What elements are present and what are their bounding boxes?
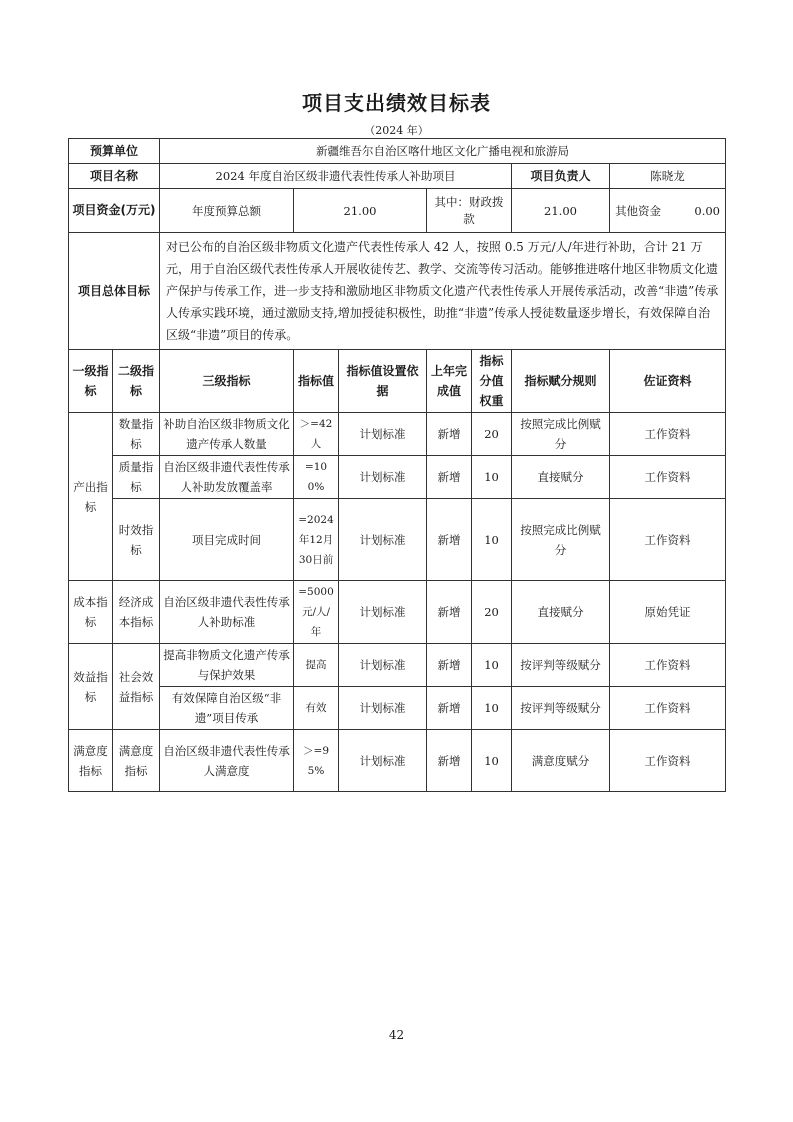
goal-row	[69, 233, 726, 350]
last-year-cell: 新增	[427, 687, 472, 730]
other-funds-cell	[610, 189, 726, 233]
table-row	[69, 499, 726, 581]
evidence-cell: 工作资料	[610, 644, 726, 687]
fiscal-label: 其中：财政拨款	[427, 189, 512, 233]
rule-cell: 按照完成比例赋分	[512, 413, 610, 456]
total-budget-label: 年度预算总额	[160, 189, 294, 233]
basis-cell: 计划标准	[339, 687, 427, 730]
evidence-cell: 工作资料	[610, 730, 726, 792]
goal-text: 对已公布的自治区级非物质文化遗产代表性传承人 42 人，按照 0.5 万元/人/年进行补助，合计 21 万元，用于自治区级代表性传承人开展收徒传艺、教学、交流等传习活动。能够推进喀什地区非物质文化遗产保护与传承工作，进一步支持和激励地区非物质文化遗产代表性传承人开展传承活动，改善“非遗”传承人传承实践环境，通过激励支持,增加授徒积极性，助推“非遗”传承人授徒数量逐步增长，有效保障自治区级“非遗”项目的传承。	[160, 233, 726, 350]
level3-cell: 自治区级非遗代表性传承人满意度	[160, 730, 294, 792]
unit-row	[69, 139, 726, 164]
weight-cell: 10	[472, 499, 512, 581]
value-cell: 提高	[294, 644, 339, 687]
rule-cell: 直接赋分	[512, 581, 610, 644]
last-year-cell: 新增	[427, 413, 472, 456]
level2-cell: 满意度指标	[113, 730, 160, 792]
table-row	[69, 581, 726, 644]
level3-cell: 自治区级非遗代表性传承人补助标准	[160, 581, 294, 644]
level3-cell: 自治区级非遗代表性传承人补助发放覆盖率	[160, 456, 294, 499]
evidence-cell: 工作资料	[610, 413, 726, 456]
funds-row	[69, 189, 726, 233]
basis-cell: 计划标准	[339, 730, 427, 792]
last-year-cell: 新增	[427, 581, 472, 644]
evidence-cell: 工作资料	[610, 687, 726, 730]
rule-cell: 满意度赋分	[512, 730, 610, 792]
goal-label: 项目总体目标	[69, 233, 160, 350]
value-cell: =2024年12月30日前	[294, 499, 339, 581]
col-evidence: 佐证资料	[610, 350, 726, 413]
rule-cell: 直接赋分	[512, 456, 610, 499]
other-funds-value: 0.00	[694, 203, 720, 218]
unit-label: 预算单位	[69, 139, 160, 164]
col-value: 指标值	[294, 350, 339, 413]
col-level3: 三级指标	[160, 350, 294, 413]
level3-cell: 补助自治区级非物质文化遗产传承人数量	[160, 413, 294, 456]
table-row	[69, 456, 726, 499]
level3-cell: 有效保障自治区级“非遗”项目传承	[160, 687, 294, 730]
level1-cell: 成本指标	[69, 581, 113, 644]
basis-cell: 计划标准	[339, 581, 427, 644]
project-name-value: 2024 年度自治区级非遗代表性传承人补助项目	[160, 164, 512, 189]
level2-cell: 社会效益指标	[113, 644, 160, 730]
col-weight: 指标分值权重	[472, 350, 512, 413]
col-last-year: 上年完成值	[427, 350, 472, 413]
project-name-label: 项目名称	[69, 164, 160, 189]
last-year-cell: 新增	[427, 456, 472, 499]
table-row	[69, 687, 726, 730]
weight-cell: 20	[472, 413, 512, 456]
value-cell: ＞=95%	[294, 730, 339, 792]
project-name-row	[69, 164, 726, 189]
basis-cell: 计划标准	[339, 499, 427, 581]
page-title: 项目支出绩效目标表	[302, 91, 491, 115]
basis-cell: 计划标准	[339, 644, 427, 687]
level1-cell: 效益指标	[69, 644, 113, 730]
funds-label: 项目资金(万元)	[69, 189, 160, 233]
performance-table	[68, 138, 726, 792]
total-budget-value: 21.00	[294, 189, 427, 233]
weight-cell: 10	[472, 730, 512, 792]
last-year-cell: 新增	[427, 644, 472, 687]
value-cell: =100%	[294, 456, 339, 499]
basis-cell: 计划标准	[339, 456, 427, 499]
level2-cell: 数量指标	[113, 413, 160, 456]
level2-cell: 质量指标	[113, 456, 160, 499]
basis-cell: 计划标准	[339, 413, 427, 456]
level2-cell: 时效指标	[113, 499, 160, 581]
col-level1: 一级指标	[69, 350, 113, 413]
evidence-cell: 原始凭证	[610, 581, 726, 644]
col-basis: 指标值设置依据	[339, 350, 427, 413]
manager-label: 项目负责人	[512, 164, 610, 189]
level1-cell: 满意度指标	[69, 730, 113, 792]
year-label: （2024 年）	[364, 124, 429, 137]
table-row	[69, 730, 726, 792]
rule-cell: 按照完成比例赋分	[512, 499, 610, 581]
level3-cell: 提高非物质文化遗产传承与保护效果	[160, 644, 294, 687]
other-funds-label: 其他资金	[615, 203, 662, 218]
value-cell: ＞=42人	[294, 413, 339, 456]
weight-cell: 10	[472, 644, 512, 687]
value-cell: 有效	[294, 687, 339, 730]
level2-cell: 经济成本指标	[113, 581, 160, 644]
manager-value: 陈晓龙	[610, 164, 726, 189]
evidence-cell: 工作资料	[610, 456, 726, 499]
weight-cell: 20	[472, 581, 512, 644]
last-year-cell: 新增	[427, 499, 472, 581]
table-row	[69, 644, 726, 687]
rule-cell: 按评判等级赋分	[512, 687, 610, 730]
unit-value: 新疆维吾尔自治区喀什地区文化广播电视和旅游局	[160, 139, 726, 164]
level1-cell: 产出指标	[69, 413, 113, 581]
page-number: 42	[388, 1028, 405, 1042]
table-row	[69, 413, 726, 456]
rule-cell: 按评判等级赋分	[512, 644, 610, 687]
level3-cell: 项目完成时间	[160, 499, 294, 581]
evidence-cell: 工作资料	[610, 499, 726, 581]
col-rule: 指标赋分规则	[512, 350, 610, 413]
fiscal-value: 21.00	[512, 189, 610, 233]
weight-cell: 10	[472, 687, 512, 730]
last-year-cell: 新增	[427, 730, 472, 792]
column-header-row	[69, 350, 726, 413]
value-cell: =5000元/人/年	[294, 581, 339, 644]
col-level2: 二级指标	[113, 350, 160, 413]
weight-cell: 10	[472, 456, 512, 499]
